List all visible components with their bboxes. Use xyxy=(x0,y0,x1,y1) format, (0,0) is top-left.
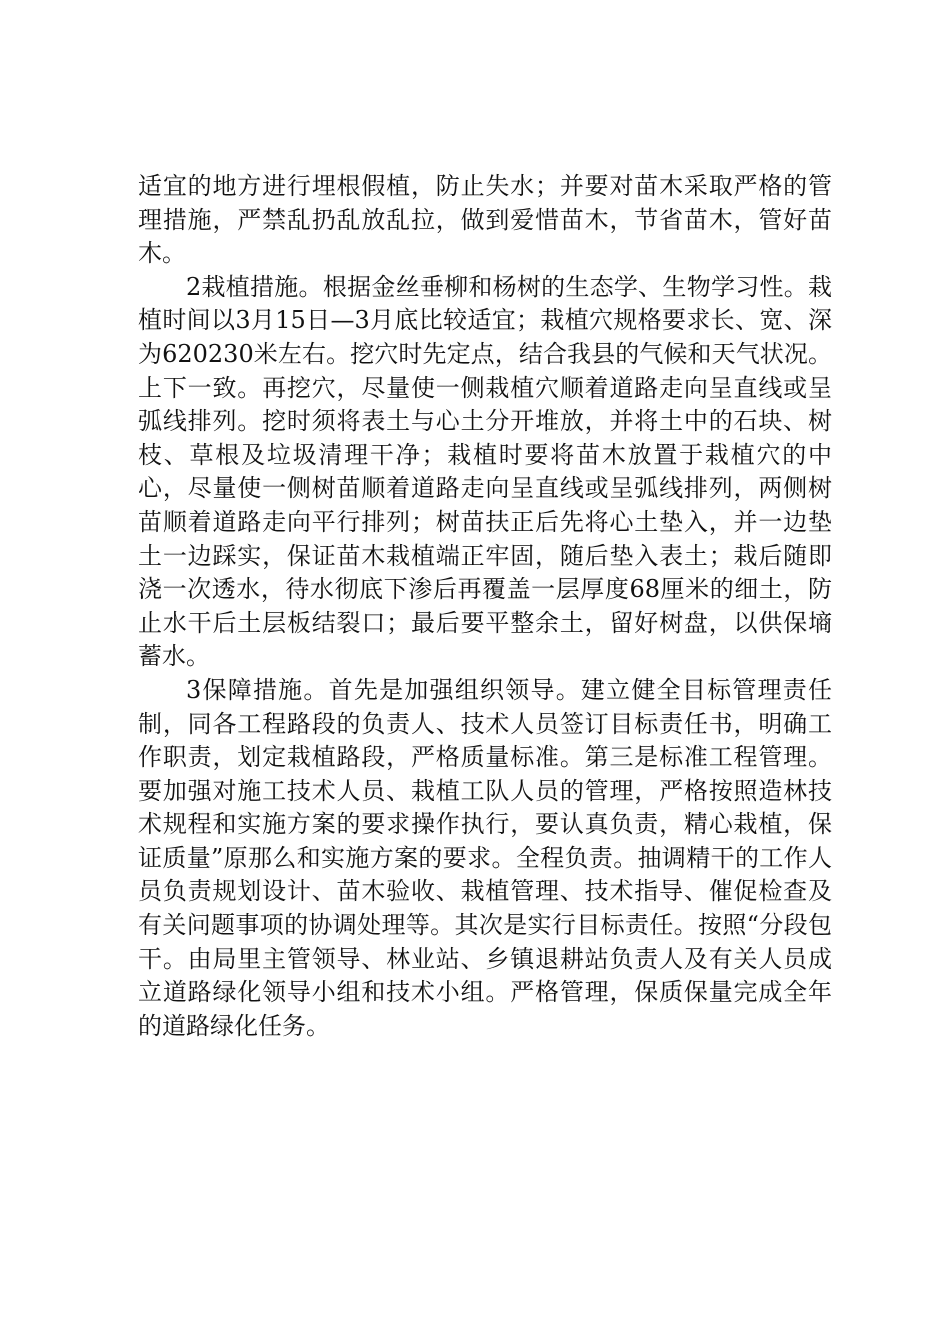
paragraph-seedling-management: 适宜的地方进行埋根假植，防止失水；并要对苗木采取严格的管理措施，严禁乱扔乱放乱拉，做到爱惜苗木，节省苗木，管好苗木。 xyxy=(138,172,832,268)
paragraph-planting-measures: 2栽植措施。根据金丝垂柳和杨树的生态学、生物学习性。栽植时间以3月15日—3月底比较适宜；栽植穴规格要求长、宽、深为620230米左右。挖穴时先定点，结合我县的气候和天气状况。上下一致。再挖穴，尽量使一侧栽植穴顺着道路走向呈直线或呈弧线排列。挖时须将表土与心土分开堆放，并将土中的石块、树枝、草根及垃圾清理干净；栽植时要将苗木放置于栽植穴的中心，尽量使一侧树苗顺着道路走向呈直线或呈弧线排列，两侧树苗顺着道路走向平行排列；树苗扶正后先将心土垫入，并一边垫土一边踩实，保证苗木栽植端正牢固，随后垫入表土；栽后随即浇一次透水，待水彻底下渗后再覆盖一层厚度68厘米的细土，防止水干后土层板结裂口；最后要平整余土，留好树盘，以供保墒蓄水。 xyxy=(138,272,832,671)
document-body xyxy=(138,170,832,1043)
paragraph-guarantee-measures: 3保障措施。首先是加强组织领导。建立健全目标管理责任制，同各工程路段的负责人、技术人员签订目标责任书，明确工作职责，划定栽植路段，严格质量标准。第三是标准工程管理。要加强对施工技术人员、栽植工队人员的管理，严格按照造林技术规程和实施方案的要求操作执行，要认真负责，精心栽植，保证质量”原那么和实施方案的要求。全程负责。抽调精干的工作人员负责规划设计、苗木验收、栽植管理、技术指导、催促检查及有关问题事项的协调处理等。其次是实行目标责任。按照“分段包干。由局里主管领导、林业站、乡镇退耕站负责人及有关人员成立道路绿化领导小组和技术小组。严格管理，保质保量完成全年的道路绿化任务。 xyxy=(138,675,832,1040)
